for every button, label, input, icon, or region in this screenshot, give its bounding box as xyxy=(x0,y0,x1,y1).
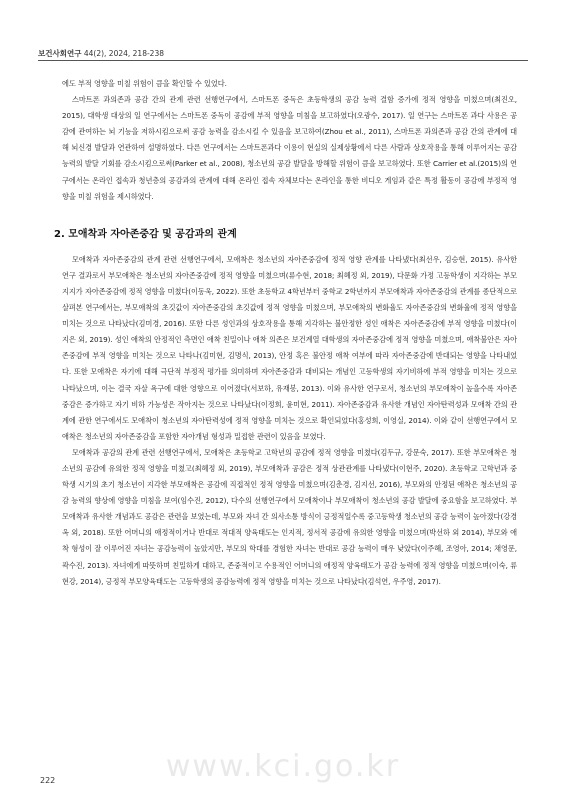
section-heading: 2. 모애착과 자아존중감 및 공감과의 관계 xyxy=(54,228,237,240)
journal-name: 보건사회연구 xyxy=(38,49,82,58)
watermark: www.kci.go.kr xyxy=(165,749,401,784)
paragraph: 에도 부적 영향을 미칠 위험이 큼을 확인할 수 있었다. xyxy=(62,79,227,88)
page-number: 222 xyxy=(40,776,56,785)
issue-info: 44(2), 2024, 218-238 xyxy=(83,49,165,58)
paragraph: 스마트폰 과의존과 공감 간의 관계 관련 선행연구에서, 스마트폰 중독은 초등학생의 공감 능력 결함 증가에 정적 영향을 미쳤으며(최진오, 2015), 대학생 대상의 일 연구에서는 스마트폰 중독이 공감에 부적 영향을 미침을 보고하였다(오광수, 2017). 일 연구는 스마트폰 과다 사용은 공감에 관여하는 뇌 기능을 저하시킴으로써 공감 능력을 감소시킬 수 있음을 보고하여(Zhou et al., 2011), 스마트폰 과의존과 공감 간의 관계에 대해 뇌신경 발달과 연관하여 설명하였다. 다른 연구에서는 스마트폰과다 이용이 현실의 실제상황에서 다른 사람과 상호작용을 통해 이루어지는 공감 능력의 발달 기회를 감소시킴으로써(Parker et al., 2008), 청소년의 공감 발달을 방해할 위험이 큼을 보고하였다. 또한 Carrier et al.(2015)의 연구에서는 온라인 접속과 청년층의 공감과의 관계에 대해 온라인 접속 자체보다는 온라인을 통한 비디오 게임과 같은 특정 활동이 공감에 부정적 영향을 미칠 위험을 제시하였다. xyxy=(62,95,517,201)
paragraph: 모애착과 자아존중감의 관계 관련 선행연구에서, 모애착은 청소년의 자아존중감에 정적 영향 관계를 나타냈다(최선우, 김승현, 2015). 유사한 연구 결과로서 부모애착은 청소년의 자아존중감에 정적 영향을 미쳤으며(류수현, 2018; 최혜정 외, 2019), 다문화 가정 고등학생이 지각하는 부모지지가 자아존중감에 정적 영향을 미쳤다(이동욱, 2022). 또한 초등학교 4학년부터 중학교 2학년까지 부모애착과 자아존중감의 관계를 종단적으로 살펴본 연구에서는, 부모애착의 초깃값이 자아존중감의 초깃값에 정적 영향을 미쳤으며, 부모애착의 변화율도 자아존중감의 변화율에 정적 영향을 미치는 것으로 나타났다(김미경, 2016). 또한 다른 성인과의 상호작용을 통해 지각하는 불안정한 성인 애착은 자아존중감에 부적 영향을 미쳤다(이지은 외, 2019). 성인 애착의 안정적인 측면인 애착 친밀이나 애착 의존은 보건계열 대학생의 자아존중감에 정적 영향을 미쳤으며, 애착불안은 자아존중감에 부적 영향을 미치는 것으로 나타나(김미현, 김명식, 2013), 안정 혹은 불안정 애착 여부에 따라 자아존중감에 반대되는 영향을 나타내었다. 또한 모애착은 자기에 대해 극단적 부정적 평가를 의미하며 자아존중감과 대비되는 개념인 고등학생의 자기비하에 부적 영향을 미치는 것으로 나타났으며, 이는 결국 자살 욕구에 대한 영향으로 이어졌다(서보하, 유재봉, 2013). 이와 유사한 연구로서, 청소년의 부모애착이 높을수록 자아존중감은 증가하고 자기 비하 가능성은 작아지는 것으로 나타났다(이정희, 윤미현, 2011). 자아존중감과 유사한 개념인 자아탄력성과 모애착 간의 관계에 관한 연구에서도 모애착이 청소년의 자아탄력성에 정적 영향을 미치는 것으로 확인되었다(홍성희, 이영실, 2014). 이와 같이 선행연구에서 모애착은 청소년의 자아존중감을 포함한 자아개념 형성과 밀접한 관련이 있음을 보였다. xyxy=(62,254,517,441)
running-header xyxy=(38,48,164,59)
article-body xyxy=(54,76,517,590)
header-rule xyxy=(38,60,528,61)
paragraph: 모애착과 공감의 관계 관련 선행연구에서, 모애착은 초등학교 고학년의 공감에 정적 영향을 미쳤다(김두규, 강문숙, 2017). 또한 부모애착은 청소년의 공감에 유의한 정적 영향을 미쳤고(최혜정 외, 2019), 부모애착과 공감은 정적 상관관계를 나타냈다(이현주, 2020). 초등학교 고학년과 중학생 시기의 초기 청소년이 지각한 부모애착은 공감에 직접적인 정적 영향을 미쳤으며(김춘경, 김지선, 2016), 부모와의 안정된 애착은 청소년의 공감 능력의 향상에 영향을 미침을 보여(임수진, 2012), 다수의 선행연구에서 모애착이나 부모애착이 청소년의 공감 발달에 중요함을 보고하였다. 부모애착과 유사한 개념과도 공감은 관련을 보였는데, 부모와 자녀 간 의사소통 방식이 긍정적일수록 중고등학생 청소년의 공감 능력이 높아졌다(강경옥 외, 2018). 또한 어머니의 애정적이거나 반대로 적대적 양육태도는 인지적, 정서적 공감에 유의한 영향을 미쳤으며(박선하 외 2014), 부모와 애착 형성이 잘 이루어진 자녀는 공감능력이 높았지만, 부모의 학대를 경험한 자녀는 반대로 공감 능력이 매우 낮았다(이주혜, 조영아, 2014; 채영문, 곽수진, 2013). 자녀에게 따뜻하며 친밀하게 대하고, 존중적이고 수용적인 어머니의 애정적 양육태도가 공감 능력에 정적 영향을 미쳤으며(이숙, 류현강, 2014), 긍정적 부모양육태도는 고등학생의 공감능력에 정적 영향을 미치는 것으로 나타났다(김석연, 우주영, 2017). xyxy=(62,447,517,586)
